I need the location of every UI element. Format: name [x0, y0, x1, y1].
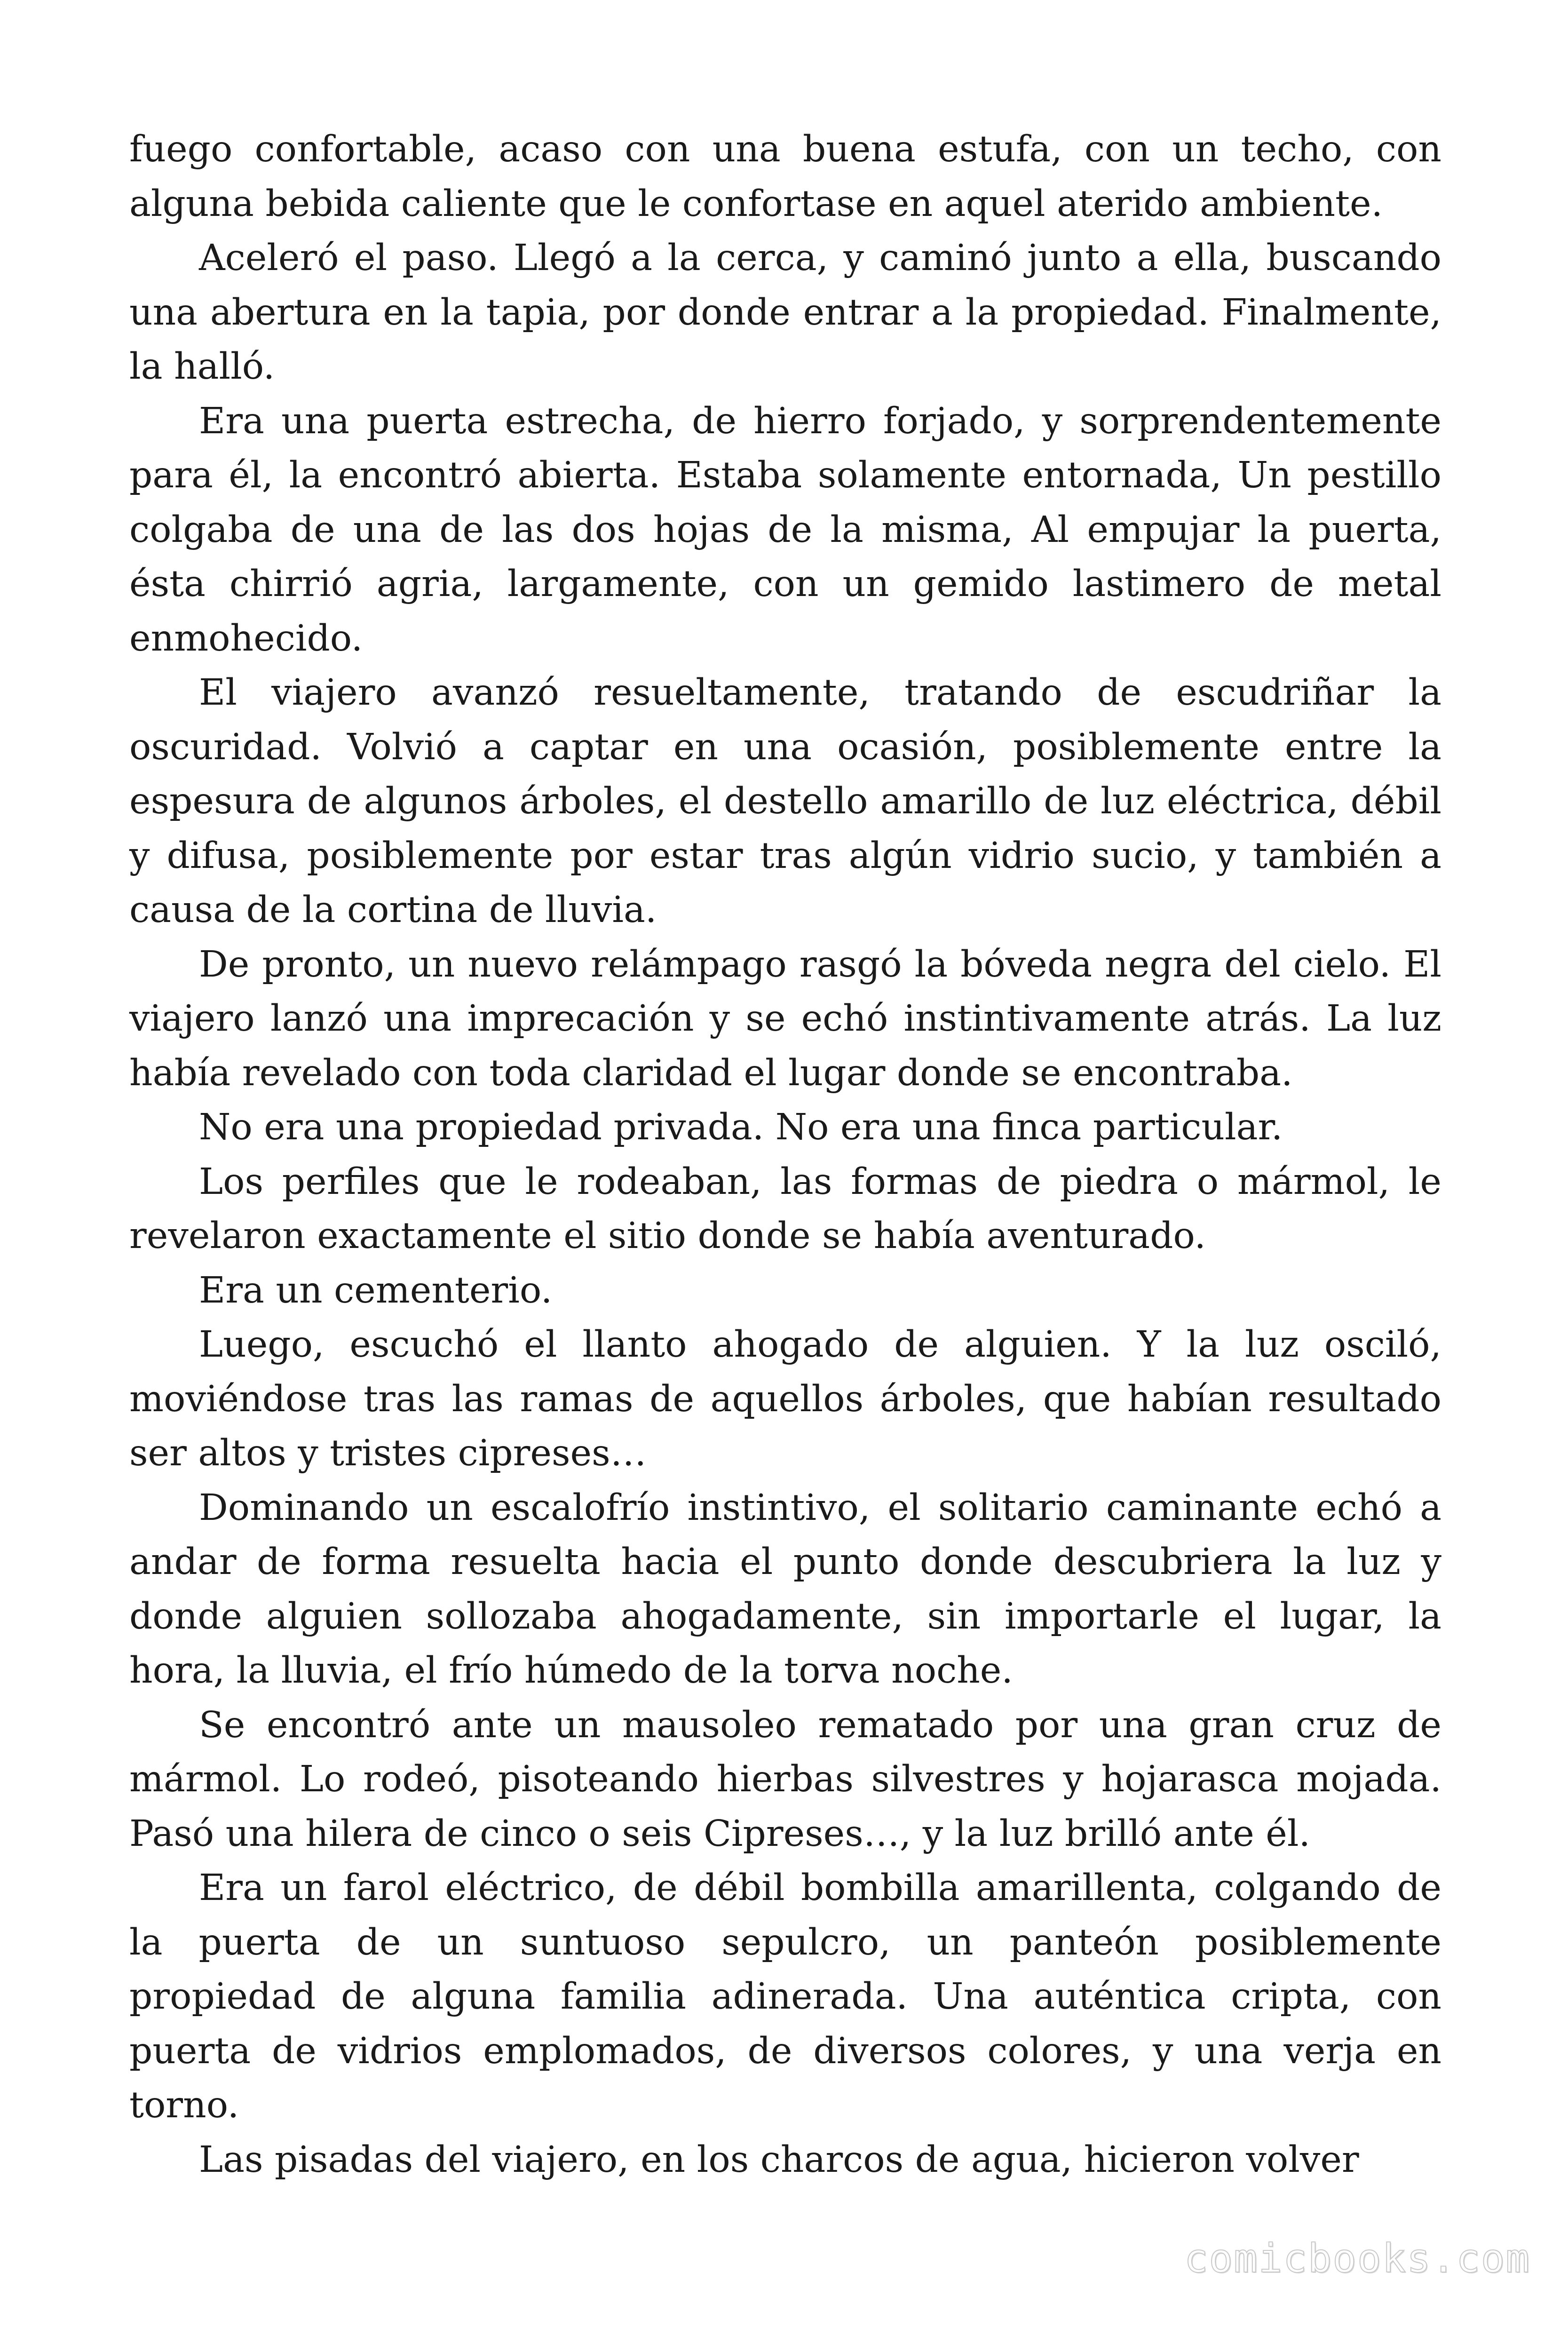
paragraph: Era una puerta estrecha, de hierro forjado, y sorprendentemente para él, la encontró abierta. Estaba solamente entornada, Un pestillo colgaba de una de las dos hojas de la misma, Al empujar la puerta, ésta chirrió agria, largamente, con un gemido lastimero de metal enmohecido.: [129, 400, 1441, 660]
paragraph: Era un cementerio.: [199, 1269, 553, 1311]
page-body: [129, 122, 1441, 2187]
paragraph: Se encontró ante un mausoleo rematado por una gran cruz de mármol. Lo rodeó, pisoteando hierbas silvestres y hojarasca mojada. Pasó una hilera de cinco o seis Cipreses…, y la luz brilló ante él.: [129, 1704, 1441, 1855]
paragraph: fuego confortable, acaso con una buena estufa, con un techo, con alguna bebida caliente que le confortase en aquel aterido ambiente.: [129, 128, 1441, 225]
paragraph: El viajero avanzó resueltamente, tratando de escudriñar la oscuridad. Volvió a captar en una ocasión, posiblemente entre la espesura de algunos árboles, el destello amarillo de luz eléctrica, débil y difusa, posiblemente por estar tras algún vidrio sucio, y también a causa de la cortina de lluvia.: [129, 672, 1441, 931]
paragraph: De pronto, un nuevo relámpago rasgó la bóveda negra del cielo. El viajero lanzó una imprecación y se echó instintivamente atrás. La luz había revelado con toda claridad el lugar donde se encontraba.: [129, 943, 1441, 1094]
paragraph: Era un farol eléctrico, de débil bombilla amarillenta, colgando de la puerta de un suntuoso sepulcro, un panteón posiblemente propiedad de alguna familia adinerada. Una auténtica cripta, con puerta de vidrios emplomados, de diversos colores, y una verja en torno.: [129, 1867, 1441, 2126]
paragraph: No era una propiedad privada. No era una finca particular.: [199, 1106, 1283, 1148]
paragraph: Luego, escuchó el llanto ahogado de alguien. Y la luz osciló, moviéndose tras las ramas de aquellos árboles, que habían resultado ser altos y tristes cipreses…: [129, 1324, 1441, 1474]
paragraph: Los perfiles que le rodeaban, las formas de piedra o mármol, le revelaron exactamente el sitio donde se había aventurado.: [129, 1160, 1441, 1257]
paragraph-last: Las pisadas del viajero, en los charcos de agua, hicieron volver: [199, 2138, 1359, 2181]
paragraph: Aceleró el paso. Llegó a la cerca, y caminó junto a ella, buscando una abertura en la tapia, por donde entrar a la propiedad. Finalmente, la halló.: [129, 237, 1441, 388]
paragraph: Dominando un escalofrío instintivo, el solitario caminante echó a andar de forma resuelta hacia el punto donde descubriera la luz y donde alguien sollozaba ahogadamente, sin importarle el lugar, la hora, la lluvia, el frío húmedo de la torva noche.: [129, 1486, 1441, 1692]
watermark: comicbooks.com: [1184, 2235, 1530, 2281]
